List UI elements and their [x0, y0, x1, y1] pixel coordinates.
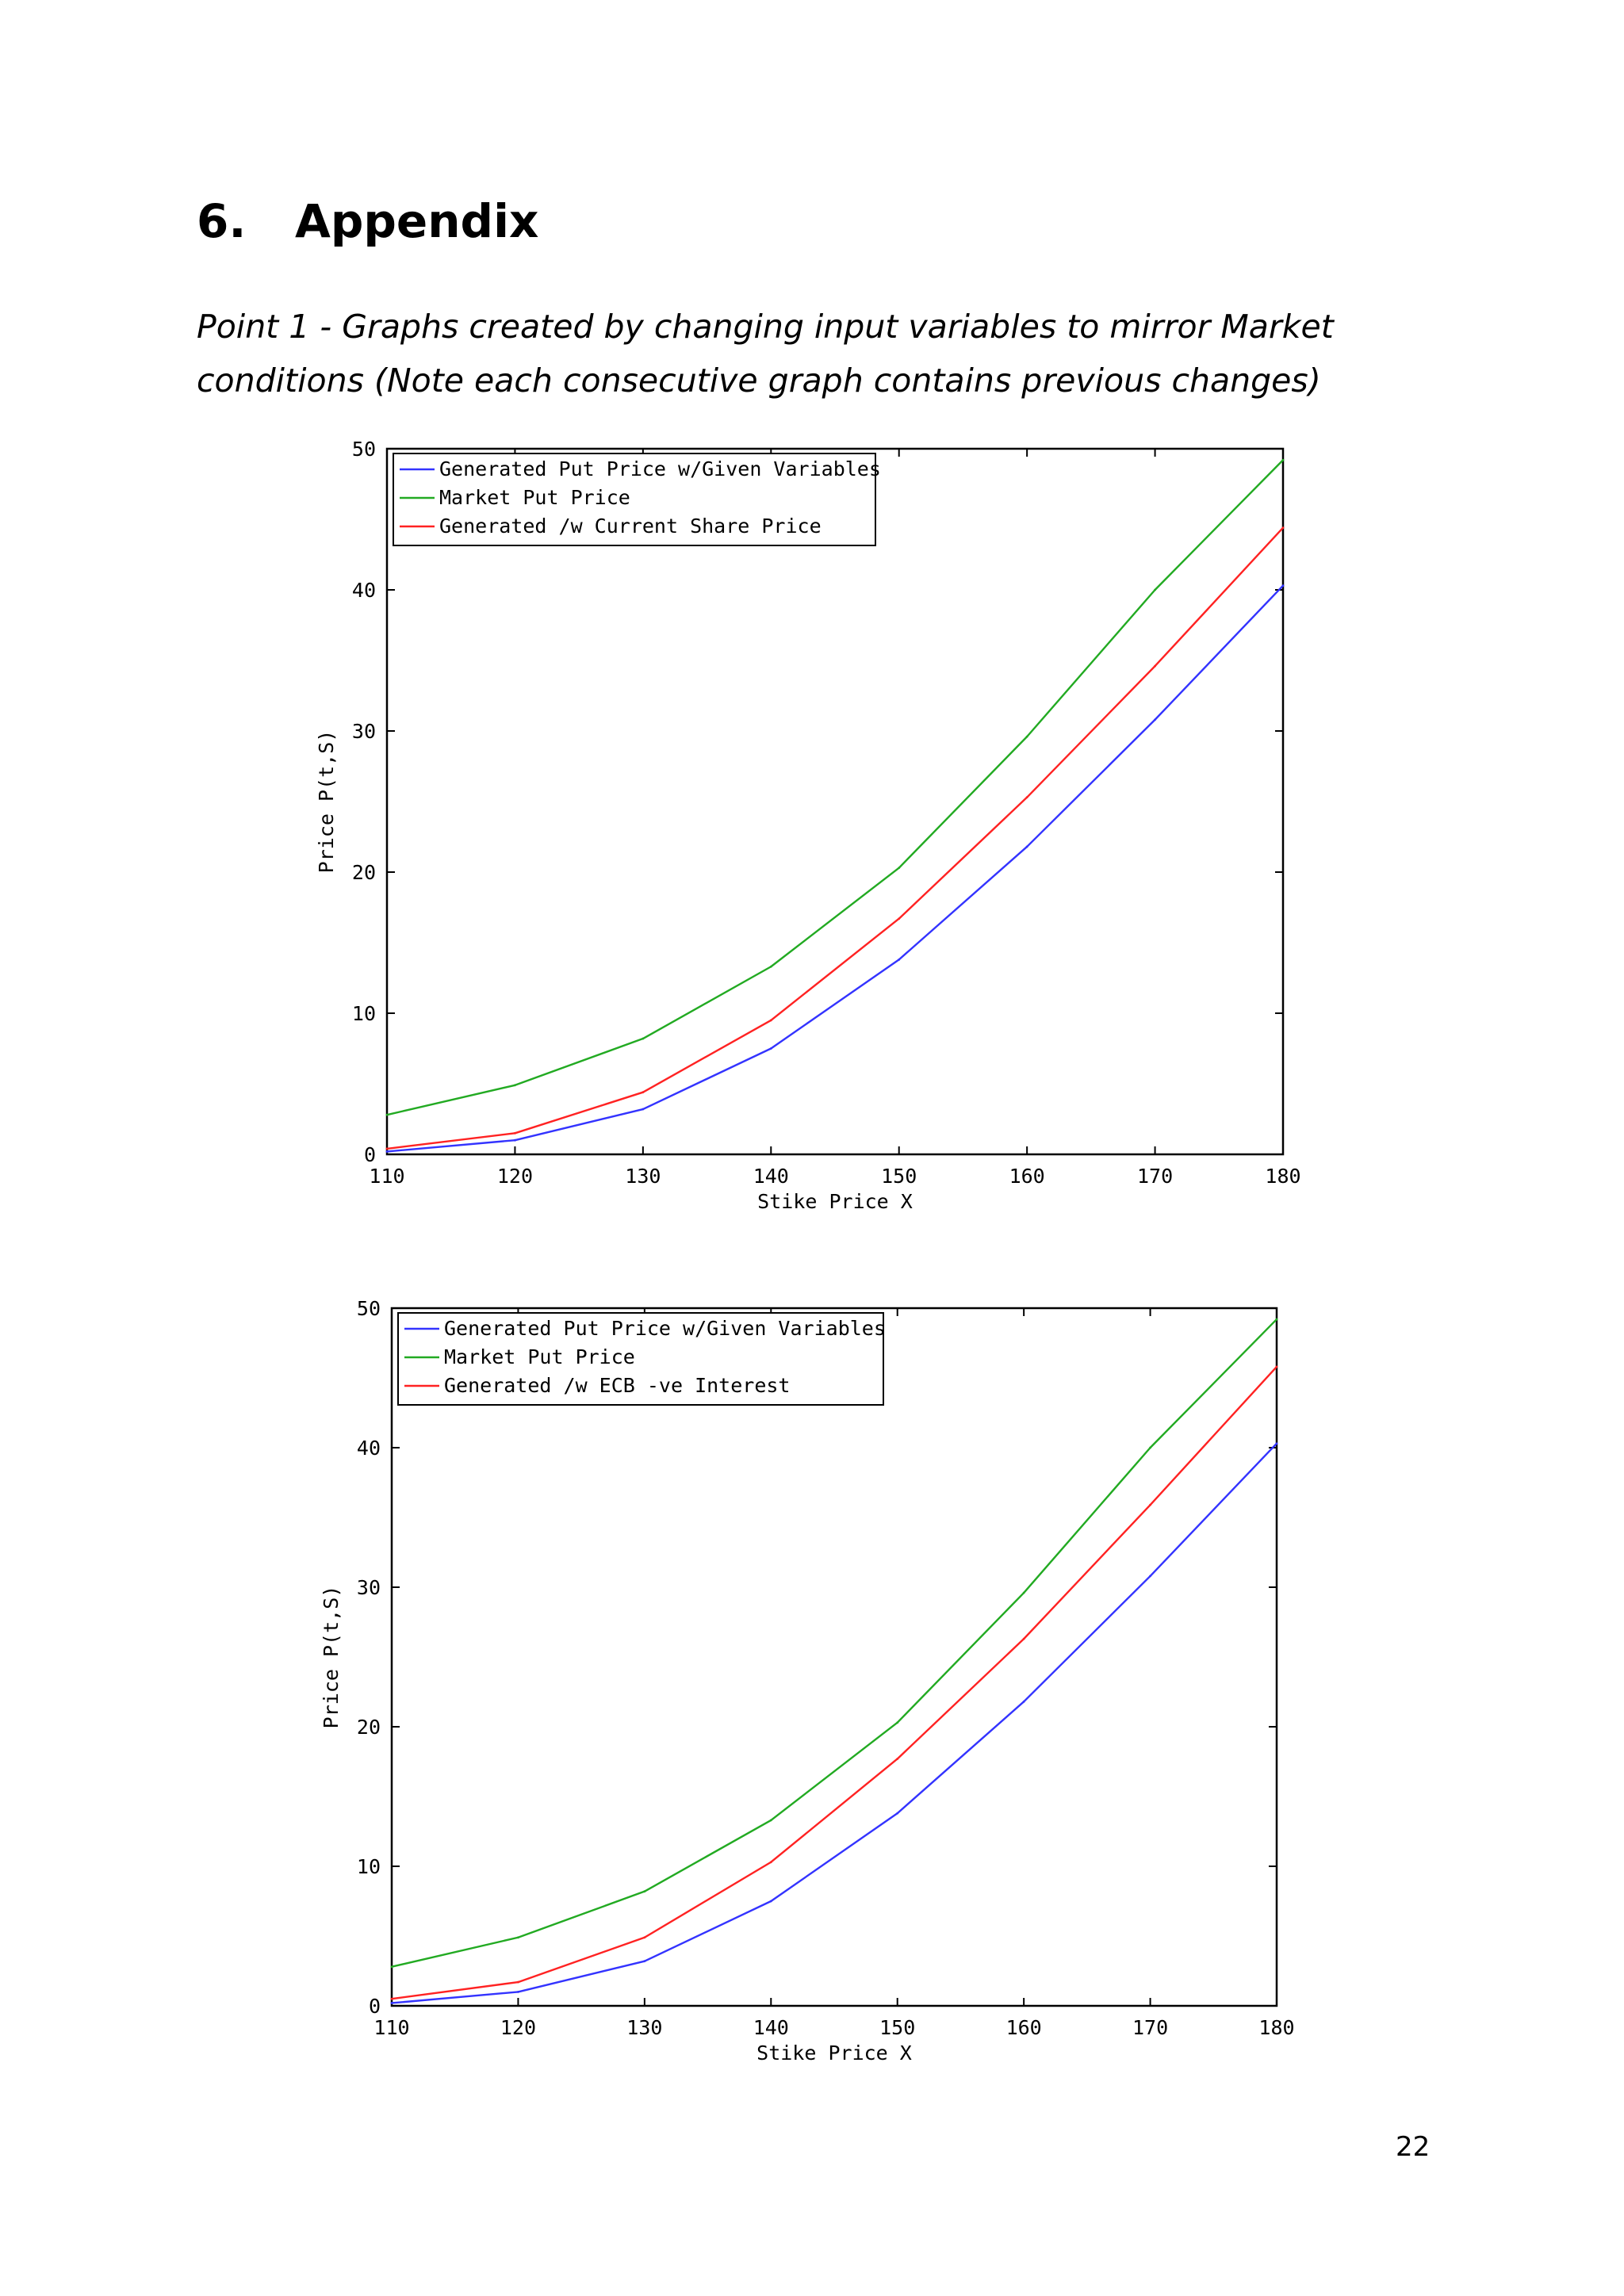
- data-point: [517, 1936, 519, 1938]
- legend-label: Generated Put Price w/Given Variables: [444, 1317, 886, 1340]
- plot-area: [392, 1308, 1277, 2006]
- x-tick-label: 140: [753, 2016, 789, 2039]
- x-tick-label: 130: [625, 1165, 661, 1188]
- data-point: [770, 1861, 772, 1863]
- x-tick-label: 140: [753, 1165, 789, 1188]
- x-tick-label: 160: [1009, 1165, 1045, 1188]
- data-point: [896, 1721, 898, 1724]
- data-point: [643, 1890, 645, 1892]
- data-point: [1276, 1318, 1278, 1321]
- data-point: [391, 2002, 393, 2004]
- data-point: [1149, 1504, 1151, 1506]
- y-tick-label: 0: [368, 1995, 381, 2018]
- y-tick-label: 10: [356, 1855, 381, 1878]
- data-point: [391, 1965, 393, 1968]
- y-tick-label: 0: [363, 1143, 376, 1166]
- x-tick-label: 180: [1258, 2016, 1295, 2039]
- data-point: [643, 1960, 645, 1962]
- data-point: [517, 1991, 519, 1993]
- data-point: [391, 1998, 393, 2000]
- x-axis-label: Stike Price X: [757, 1190, 913, 1213]
- x-tick-label: 110: [373, 2016, 410, 2039]
- x-axis-label: Stike Price X: [756, 2042, 912, 2064]
- x-tick-label: 130: [626, 2016, 663, 2039]
- legend-label: Generated /w ECB -ve Interest: [444, 1374, 791, 1397]
- data-point: [896, 1812, 898, 1815]
- data-point: [1276, 1442, 1278, 1445]
- x-tick-label: 150: [879, 2016, 916, 2039]
- data-point: [770, 1900, 772, 1903]
- intro-line-2: conditions (Note each consecutive graph contains previous changes): [197, 362, 1321, 400]
- x-tick-label: 170: [1136, 1165, 1174, 1188]
- y-tick-label: 20: [356, 1716, 381, 1739]
- x-tick-label: 180: [1265, 1165, 1301, 1188]
- data-point: [1023, 1701, 1025, 1703]
- data-point: [770, 1820, 772, 1822]
- data-point: [517, 1981, 519, 1984]
- section-title: Appendix: [295, 194, 539, 248]
- y-axis-label: Price P(t,S): [315, 729, 338, 874]
- y-tick-label: 40: [351, 579, 376, 602]
- x-tick-label: 150: [881, 1165, 917, 1188]
- data-point: [1149, 1575, 1151, 1578]
- y-tick-label: 50: [351, 438, 376, 461]
- y-tick-label: 20: [351, 861, 376, 884]
- x-tick-label: 170: [1132, 2016, 1169, 2039]
- data-point: [1023, 1638, 1025, 1640]
- legend-label: Market Put Price: [439, 486, 630, 509]
- legend-label: Generated /w Current Share Price: [439, 515, 822, 538]
- x-tick-label: 160: [1005, 2016, 1042, 2039]
- legend-label: Market Put Price: [444, 1345, 635, 1368]
- intro-line-1: Point 1 - Graphs created by changing input variables to mirror Market: [197, 308, 1334, 346]
- x-tick-label: 120: [500, 2016, 537, 2039]
- data-point: [1276, 1366, 1278, 1368]
- data-point: [1149, 1447, 1151, 1449]
- legend-label: Generated Put Price w/Given Variables: [439, 457, 881, 480]
- data-point: [896, 1758, 898, 1760]
- y-tick-label: 50: [356, 1297, 381, 1320]
- y-tick-label: 30: [351, 720, 376, 743]
- y-tick-label: 10: [351, 1002, 376, 1025]
- section-number: 6.: [197, 194, 247, 248]
- y-tick-label: 40: [356, 1437, 381, 1460]
- x-tick-label: 110: [369, 1165, 405, 1188]
- page-number: 22: [1396, 2131, 1431, 2163]
- data-point: [1023, 1592, 1025, 1594]
- y-axis-label: Price P(t,S): [320, 1585, 343, 1729]
- data-point: [643, 1936, 645, 1938]
- x-tick-label: 120: [496, 1165, 534, 1188]
- y-tick-label: 30: [356, 1576, 381, 1599]
